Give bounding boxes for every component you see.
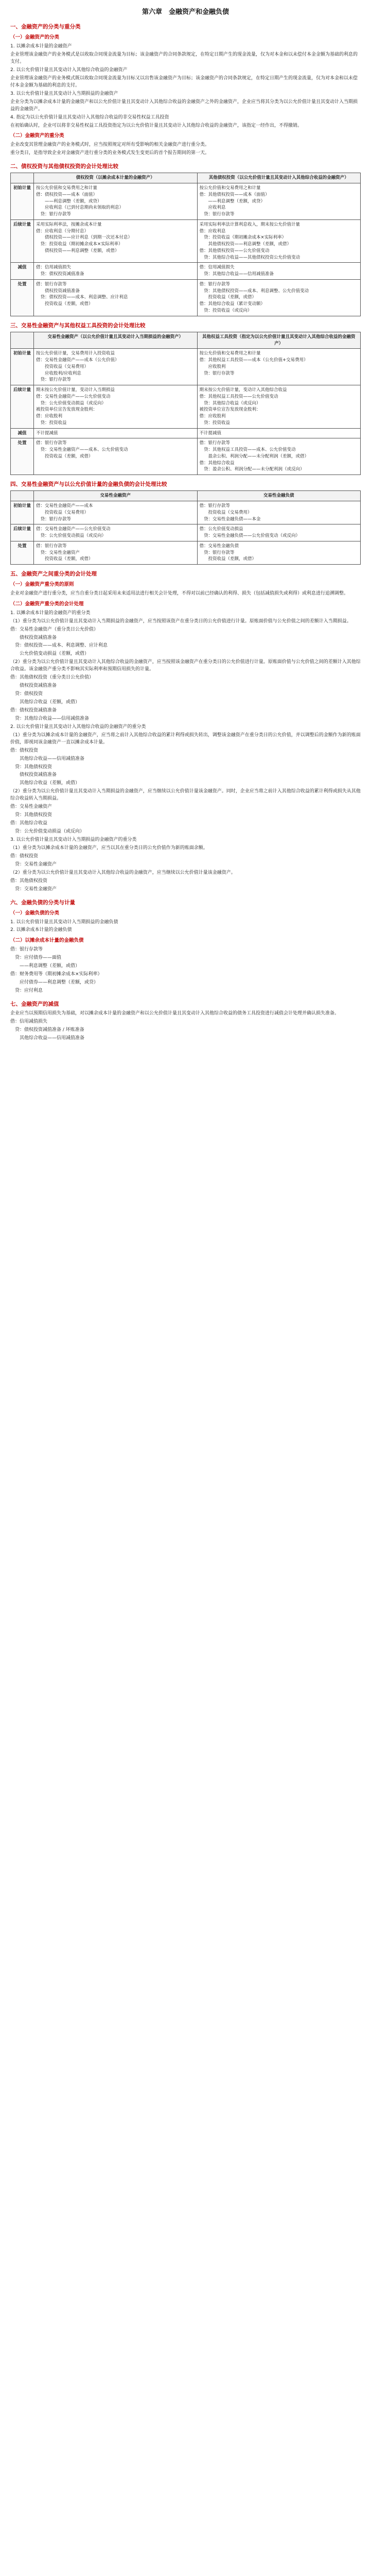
cell-line: 贷：公允价值变动损益（或反向） bbox=[36, 533, 107, 539]
table-cell bbox=[197, 219, 361, 263]
table-row bbox=[11, 541, 361, 564]
paragraph: 企业分类为以摊余成本计量的金融资产和以公允价值计量且其变动计入其他综合收益的金融资产之外的金融资产，企业应当将其分类为以公允价值计量且其变动计入当期损益的金融资产。 bbox=[10, 99, 358, 112]
cell-line: ——利息调整（差额，或贷） bbox=[199, 198, 266, 204]
paragraph: 企业改变其管理金融资产的业务模式时，应当按照规定对所有受影响的相关金融资产进行重分类。 bbox=[10, 142, 210, 148]
cell-line: 借：应收利息（分期付息） bbox=[36, 228, 89, 234]
paragraph: 借：其他债权投资 bbox=[10, 878, 48, 884]
cell-line: 贷：交易性金融资产 bbox=[36, 550, 80, 555]
subsection-heading-6-1: （一）金融负债的分类 bbox=[10, 910, 60, 916]
table-cell bbox=[34, 183, 198, 220]
table-cell bbox=[197, 183, 361, 220]
cell-line: 贷：其他综合收益——信用减值准备 bbox=[199, 272, 274, 277]
paragraph: 债权投资减值准备 bbox=[10, 772, 57, 778]
table-header: 交易性金融资产 bbox=[34, 491, 198, 501]
cell-line: 投资收益（交易费用） bbox=[36, 510, 89, 515]
row-header: 处置 bbox=[11, 438, 34, 475]
cell-line: 借：交易性金融资产——公允价值变动 bbox=[36, 394, 111, 399]
table-cell bbox=[197, 279, 361, 316]
table-row bbox=[11, 263, 361, 280]
table-row bbox=[11, 385, 361, 429]
cell-line: 贷：投资收益（期初摊余成本×实际利率） bbox=[199, 235, 287, 241]
paragraph: 其他综合收益——信用减值准备 bbox=[10, 1035, 85, 1041]
paragraph: 贷：其他债权投资 bbox=[10, 812, 52, 818]
paragraph: （2）重分类为以公允价值计量且其变动计入其他综合收益的金融资产，应当按照该金融资产在重分类日的公允价值进行计量。原账面价值与公允价值之间的差额计入其他综合收益。该金融资产重分类不影响其实际利率和预期信用损失的计量。 bbox=[10, 659, 361, 672]
table-row bbox=[11, 219, 361, 263]
paragraph: 1. 以公允价值计量且其变动计入当期损益的金融负债 bbox=[10, 919, 118, 925]
paragraph: 借：其他综合收益 bbox=[10, 821, 48, 826]
table-cell bbox=[34, 219, 198, 263]
cell-line: 借：应收股利 bbox=[36, 414, 63, 419]
cell-line: 贷：其他综合收益——其他债权投资公允价值变动 bbox=[199, 255, 301, 260]
cell-line: ——利息调整（差额，或贷） bbox=[36, 198, 102, 204]
paragraph: 4. 指定为以公允价值计量且其变动计入其他综合收益的非交易性权益工具投资 bbox=[10, 114, 169, 120]
table-cell bbox=[34, 524, 198, 541]
table-cell bbox=[34, 263, 198, 280]
paragraph: 企业应当以预期信用损失为基础，对以摊余成本计量的金融资产和以公允价值计量且其变动计入其他综合收益的债务工具投资进行减值会计处理并确认损失准备。 bbox=[10, 1011, 340, 1016]
paragraph: （1）重分类为以摊余成本计量的金融资产，应当将之前计入其他综合收益的累计利得或损失转出，调整该金融资产在重分类日的公允价值，并以调整后的金额作为新的账面价值，即视同该金融资产一直以摊余成本计量。 bbox=[10, 732, 361, 745]
paragraph: 借：债权投资减值准备 bbox=[10, 707, 57, 713]
cell-line: 借：银行存款等 bbox=[36, 440, 67, 446]
table-cell bbox=[34, 385, 198, 429]
row-header: 初始计量 bbox=[11, 501, 34, 524]
paragraph: 借：交易性金融资产（重分类日公允价值） bbox=[10, 626, 99, 632]
cell-line: 投资收益（差额，或借） bbox=[199, 295, 257, 300]
cell-line: 其他债权投资——利息调整（差额，或借） bbox=[199, 242, 292, 247]
cell-line: 投资收益（交易费用） bbox=[36, 364, 89, 369]
paragraph: 在初始确认时，企业可以将非交易性权益工具投资指定为以公允价值计量且其变动计入其他综合收益的金融资产，该指定一经作出，不得撤销。 bbox=[10, 123, 303, 128]
paragraph: 借：其他债权投资（重分类日公允价值） bbox=[10, 675, 94, 681]
row-header: 减值 bbox=[11, 263, 34, 280]
table-header: 其他权益工具投资（指定为以公允价值计量且其变动计入其他综合收益的金融资产） bbox=[197, 332, 361, 349]
paragraph: 公允价值变动损益（差额，或借） bbox=[10, 651, 90, 657]
page-title: 第六章 金融资产和金融负债 bbox=[142, 8, 229, 16]
cell-line: 应收股利/应收利息 bbox=[36, 370, 81, 376]
table-corner bbox=[11, 491, 34, 501]
cell-line: 贷：交易性金融资产——成本、公允价值变动 bbox=[36, 447, 128, 453]
section-heading-5: 五、金融资产之间重分类的会计处理 bbox=[10, 571, 97, 578]
table-cell bbox=[34, 279, 198, 316]
paragraph: 贷：债权投资——成本、利息调整、应计利息 bbox=[10, 643, 108, 649]
cell-line: 债权投资——应计利息（到期一次还本付息） bbox=[36, 235, 133, 241]
cell-line: 贷：投资收益 bbox=[199, 420, 231, 426]
row-header: 处置 bbox=[11, 541, 34, 564]
cell-line: 期末按公允价值计量，变动计入其他综合收益 bbox=[199, 387, 287, 393]
cell-line: 贷：债权投资减值准备 bbox=[36, 272, 84, 277]
cell-line: 投资收益（差额，或借） bbox=[36, 556, 93, 562]
cell-line: 借：银行存款等 bbox=[36, 281, 67, 287]
paragraph: 贷：其他债权投资 bbox=[10, 764, 52, 770]
cell-line: 贷：投资收益（或反向） bbox=[199, 308, 252, 313]
cell-line: 贷：公允价值变动损益（或反向） bbox=[36, 400, 107, 406]
paragraph: 其他综合收益（差额，或借） bbox=[10, 781, 80, 786]
cell-line: 贷：交易性金融负债——公允价值变动（或反向） bbox=[199, 533, 301, 539]
comparison-table-1 bbox=[10, 173, 361, 316]
paragraph: 借：债权投资 bbox=[10, 853, 39, 859]
paragraph: 贷：应付利息 bbox=[10, 988, 43, 993]
cell-line: 借：信用减值损失 bbox=[36, 265, 72, 270]
cell-line: 投资收益（交易费用） bbox=[199, 510, 252, 515]
cell-line: 投资收益（差额，或借） bbox=[199, 556, 257, 562]
subsection-heading-5-1: （一）金融资产重分类的原则 bbox=[10, 582, 74, 588]
comparison-table-2 bbox=[10, 332, 361, 475]
table-cell bbox=[34, 541, 198, 564]
cell-line: 贷：其他权益工具投资——成本、公允价值变动 bbox=[199, 447, 296, 453]
table-cell bbox=[197, 438, 361, 475]
paragraph: 其他综合收益（差额，或借） bbox=[10, 700, 80, 705]
paragraph: 债权投资减值准备 bbox=[10, 635, 57, 640]
table-row bbox=[11, 183, 361, 220]
table-cell bbox=[34, 501, 198, 524]
cell-line: 不计提减值 bbox=[36, 430, 58, 436]
cell-line: 贷：银行存款等 bbox=[199, 212, 235, 217]
paragraph: 借：银行存款等 bbox=[10, 947, 43, 953]
section-6-1-paragraphs bbox=[10, 919, 361, 935]
cell-line: 贷：其他综合收益（或反向） bbox=[199, 400, 261, 406]
paragraph: 贷：债权投资减值准备 / 坏账准备 bbox=[10, 1027, 84, 1032]
paragraph: 债权投资减值准备 bbox=[10, 683, 57, 689]
cell-line: 借：银行存款等 bbox=[36, 543, 67, 549]
paragraph: 借：信用减值损失 bbox=[10, 1019, 48, 1024]
paragraph: 2. 以公允价值计量且其变动计入其他综合收益的金融资产 bbox=[10, 67, 128, 73]
cell-line: 借：债权投资——成本（面值） bbox=[36, 192, 98, 197]
paragraph: 贷：其他综合收益——信用减值准备 bbox=[10, 716, 90, 721]
cell-line: 贷：交易性金融负债——本金 bbox=[199, 516, 261, 522]
cell-line: 贷：投资收益（期初摊余成本×实际利率） bbox=[36, 242, 123, 247]
cell-line: 按公允价值和交易费用之和计量 bbox=[199, 185, 261, 191]
cell-line: 期末按公允价值计量，变动计入当期损益 bbox=[36, 387, 115, 393]
cell-line: 贷：银行存款等 bbox=[199, 370, 235, 376]
section-1-paragraphs bbox=[10, 43, 361, 129]
row-header: 后续计量 bbox=[11, 524, 34, 541]
cell-line: 应收股利 bbox=[199, 364, 226, 369]
table-cell bbox=[197, 385, 361, 429]
paragraph: 3. 以公允价值计量且其变动计入当期损益的金融资产 bbox=[10, 91, 118, 96]
cell-line: 贷：银行存款等 bbox=[36, 516, 72, 522]
table-cell bbox=[197, 263, 361, 280]
paragraph: 贷：交易性金融资产 bbox=[10, 861, 57, 867]
cell-line: 借：其他综合收益（累计变动额） bbox=[199, 301, 266, 307]
cell-line: 借：交易性金融负债 bbox=[199, 543, 239, 549]
cell-line: 应收利息 bbox=[199, 205, 226, 211]
paragraph: （2）重分类为以公允价值计量且其变动计入当期损益的金融资产，应当继续以公允价值计量该金融资产。同时，企业应当将之前计入其他综合收益的累计利得或损失从其他综合收益转入当期损益。 bbox=[10, 789, 361, 802]
cell-line: 债权投资——利息调整（差额，或借） bbox=[36, 248, 119, 253]
cell-line: 不计提减值 bbox=[199, 430, 222, 436]
paragraph: ——利息调整（差额，或借） bbox=[10, 963, 80, 969]
cell-line: 按公允价值计量，交易费用计入投资收益 bbox=[36, 351, 115, 357]
comparison-table-3 bbox=[10, 490, 361, 565]
table-cell bbox=[34, 349, 198, 385]
cell-line: 借：应收利息 bbox=[199, 228, 226, 234]
cell-line: 借：银行存款等 bbox=[199, 440, 231, 446]
table-cell bbox=[34, 428, 198, 438]
paragraph: 贷：公允价值变动损益（或反向） bbox=[10, 829, 85, 835]
row-header: 后续计量 bbox=[11, 385, 34, 429]
subsection-heading-5-2: （二）金融资产重分类的会计处理 bbox=[10, 601, 84, 607]
paragraph: 企业管理该金融资产的业务模式既以收取合同现金流量为目标又以出售该金融资产为目标；该金融资产的合同条款规定，在特定日期产生的现金流量，仅为对本金和以未偿付本金金额为基础的利息的支付。 bbox=[10, 75, 358, 88]
section-7-paragraphs bbox=[10, 1010, 361, 1042]
cell-line: 借：交易性金融资产——公允价值变动 bbox=[36, 527, 111, 532]
section-heading-2: 二、债权投资与其他债权投资的会计处理比较 bbox=[10, 163, 118, 170]
table-header: 其他债权投资（以公允价值计量且其变动计入其他综合收益的金融资产） bbox=[197, 173, 361, 183]
subsection-heading-6-2: （二）以摊余成本计量的金融负债 bbox=[10, 938, 84, 944]
cell-line: 借：银行存款等 bbox=[199, 281, 231, 287]
table-cell bbox=[197, 541, 361, 564]
cell-line: 借：其他债权投资——公允价值变动 bbox=[199, 248, 270, 253]
paragraph: 2. 以摊余成本计量的金融负债 bbox=[10, 927, 72, 933]
table-row bbox=[11, 279, 361, 316]
cell-line: 借：交易性金融资产——成本（公允价值） bbox=[36, 358, 119, 363]
cell-line: 借：交易性金融资产——成本 bbox=[36, 503, 93, 509]
cell-line: 按公允价值和交易费用之和计量 bbox=[36, 185, 98, 191]
document-page bbox=[5, 0, 366, 1056]
cell-line: 被投资单位宣告发放现金股利： bbox=[199, 407, 261, 413]
cell-line: 借：信用减值损失 bbox=[199, 265, 235, 270]
cell-line: 按公允价值和交易费用之和计量 bbox=[199, 351, 261, 357]
cell-line: 贷：银行存款等 bbox=[199, 550, 235, 555]
paragraph: 应付债券——利息调整（差额，或贷） bbox=[10, 979, 99, 985]
paragraph: （1）重分类为以公允价值计量且其变动计入当期损益的金融资产，应当按照该资产在重分类日的公允价值进行计量。原账面价值与公允价值之间的差额计入当期损益。 bbox=[10, 618, 351, 624]
cell-line: 盈余公积、利润分配——未分配利润（差额，或借） bbox=[199, 453, 309, 459]
cell-line: 借：银行存款等 bbox=[199, 503, 231, 509]
section-heading-7: 七、金融资产的减值 bbox=[10, 1001, 59, 1007]
paragraph: 1. 以摊余成本计量的金融资产 bbox=[10, 44, 72, 49]
cell-line: 借：其他权益工具投资——公允价值变动 bbox=[199, 394, 278, 399]
cell-line: 贷：银行存款等 bbox=[36, 212, 72, 217]
paragraph: 2. 以公允价值计量且其变动计入其他综合收益的金融资产的重分类 bbox=[10, 724, 146, 730]
row-header: 后续计量 bbox=[11, 219, 34, 263]
cell-line: 采用实际利率法，按摊余成本计量 bbox=[36, 222, 102, 227]
subsection-heading-1-1: （一）金融资产的分类 bbox=[10, 35, 60, 41]
table-header: 交易性金融资产（以公允价值计量且其变动计入当期损益的金融资产） bbox=[34, 332, 198, 349]
table-cell bbox=[197, 501, 361, 524]
table-corner bbox=[11, 332, 34, 349]
paragraph: 企业管理该金融资产的业务模式是以收取合同现金流量为目标；该金融资产的合同条款规定，在特定日期产生的现金流量，仅为对本金和以未偿付本金金额为基础的利息的支付。 bbox=[10, 52, 358, 64]
table-row bbox=[11, 349, 361, 385]
paragraph: 借：债权投资 bbox=[10, 748, 39, 753]
paragraph: 1. 以摊余成本计量的金融资产的重分类 bbox=[10, 610, 91, 616]
paragraph: （2）重分类为以公允价值计量且其变动计入其他综合收益的金融资产，应当继续以公允价值计量该金融资产。 bbox=[10, 870, 236, 875]
table-cell bbox=[197, 524, 361, 541]
section-1-2-paragraphs bbox=[10, 142, 361, 157]
section-heading-3: 三、交易性金融资产与其他权益工具投资的会计处理比较 bbox=[10, 322, 146, 329]
cell-line: 采用实际利率法计算利息收入，期末按公允价值计量 bbox=[199, 222, 301, 227]
cell-line: 借：公允价值变动损益 bbox=[199, 527, 243, 532]
table-row bbox=[11, 524, 361, 541]
cell-line: 贷：债权投资——成本、利息调整、应计利息 bbox=[36, 295, 128, 300]
cell-line: 被投资单位宣告发放现金股利： bbox=[36, 407, 98, 413]
table-cell bbox=[197, 349, 361, 385]
subsection-heading-1-2: （二）金融资产的重分类 bbox=[10, 133, 64, 139]
table-row bbox=[11, 501, 361, 524]
cell-line: 贷：银行存款等 bbox=[36, 377, 72, 383]
cell-line: 借：应收股利 bbox=[199, 414, 226, 419]
row-header: 初始计量 bbox=[11, 183, 34, 220]
cell-line: 借：其他综合收益 bbox=[199, 460, 235, 466]
table-header: 交易性金融负债 bbox=[197, 491, 361, 501]
table-row bbox=[11, 438, 361, 475]
paragraph: 借：财务费用等（期初摊余成本×实际利率） bbox=[10, 971, 102, 977]
table-cell bbox=[34, 438, 198, 475]
paragraph: 贷：债权投资 bbox=[10, 691, 43, 697]
cell-line: 投资收益（差额，或借） bbox=[36, 453, 93, 459]
table-cell bbox=[197, 428, 361, 438]
paragraph: 贷：应付债券——面值 bbox=[10, 955, 62, 961]
cell-line: 贷：其他债权投资——成本、利息调整、公允价值变动 bbox=[199, 288, 309, 294]
section-5-2-paragraphs bbox=[10, 610, 361, 893]
paragraph: 企业对金融资产进行重分类，应当自重分类日起采用未来适用法进行相关会计处理，不得对以前已经确认的利得、损失（包括减值损失或利得）或利息进行追溯调整。 bbox=[10, 591, 349, 597]
cell-line: 贷：投资收益 bbox=[36, 420, 67, 426]
paragraph: 借：交易性金融资产 bbox=[10, 804, 52, 810]
cell-line: 债权投资减值准备 bbox=[36, 288, 80, 294]
paragraph: 贷：交易性金融资产 bbox=[10, 886, 57, 892]
cell-line: 借：其他权益工具投资——成本（公允价值+交易费用） bbox=[199, 358, 308, 363]
section-heading-1: 一、金融资产的分类与重分类 bbox=[10, 24, 81, 30]
section-5-1-paragraphs bbox=[10, 590, 361, 598]
paragraph: 3. 以公允价值计量且其变动计入当期损益的金融资产的重分类 bbox=[10, 837, 137, 842]
cell-line: 应收利息（已到付息期尚未领取的利息） bbox=[36, 205, 124, 211]
section-heading-4: 四、交易性金融资产与以公允价值计量的金融负债的会计处理比较 bbox=[10, 481, 167, 488]
section-6-2-paragraphs bbox=[10, 946, 361, 995]
table-header: 债权投资（以摊余成本计量的金融资产） bbox=[34, 173, 198, 183]
cell-line: 借：其他债权投资——成本（面值） bbox=[199, 192, 270, 197]
paragraph: （1）重分类为以摊余成本计量的金融资产，应当以其在重分类日的公允价值作为新的账面余额。 bbox=[10, 845, 208, 851]
cell-line: 投资收益（差额，或借） bbox=[36, 301, 93, 307]
row-header: 处置 bbox=[11, 279, 34, 316]
section-heading-6: 六、金融负债的分类与计量 bbox=[10, 899, 75, 906]
paragraph: 重分类日，是指导致企业对金融资产进行重分类的业务模式发生变更后的首个报告期间的第一天。 bbox=[10, 150, 210, 156]
row-header: 减值 bbox=[11, 428, 34, 438]
paragraph: 其他综合收益——信用减值准备 bbox=[10, 756, 85, 761]
table-corner bbox=[11, 173, 34, 183]
cell-line: 贷：盈余公积、利润分配——未分配利润（或反向） bbox=[199, 467, 305, 472]
table-row bbox=[11, 428, 361, 438]
row-header: 初始计量 bbox=[11, 349, 34, 385]
